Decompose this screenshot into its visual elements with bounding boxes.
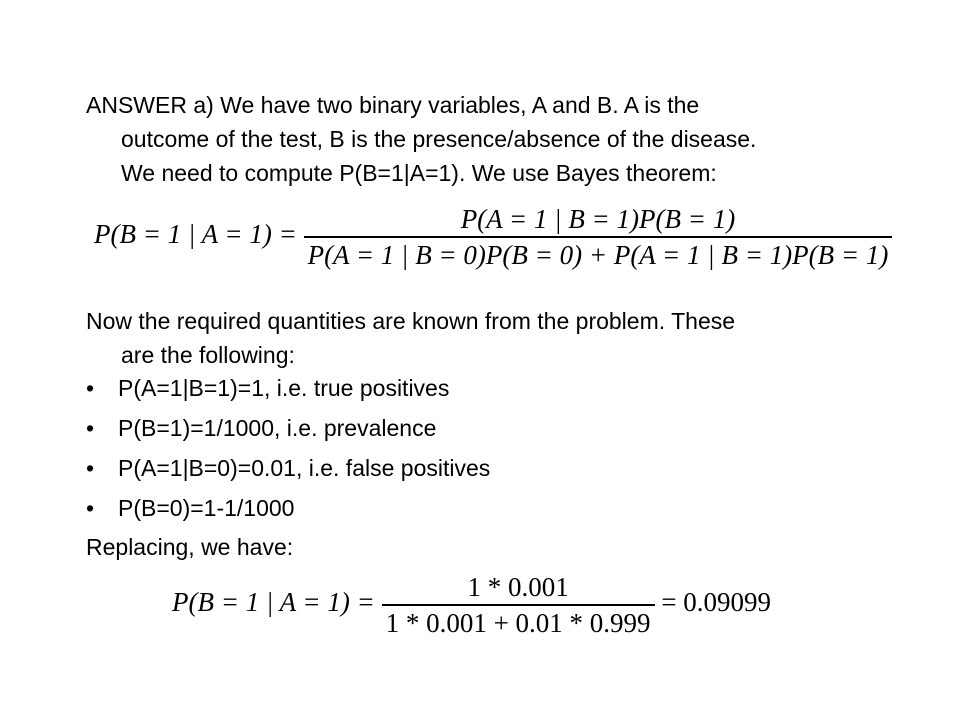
bayes-lhs: P(B = 1 | A = 1) = xyxy=(94,218,297,249)
result-fraction xyxy=(382,570,655,640)
quantities-paragraph xyxy=(86,304,735,372)
list-item-text: P(B=0)=1-1/1000 xyxy=(118,495,295,521)
result-equation xyxy=(172,570,771,640)
bayes-denominator: P(A = 1 | B = 0)P(B = 0) + P(A = 1 | B = 1)P(B = 1) xyxy=(307,239,889,270)
answer-line-3: We need to compute P(B=1|A=1). We use Bayes theorem: xyxy=(121,160,717,186)
list-item-text: P(A=1|B=1)=1, i.e. true positives xyxy=(118,375,450,401)
answer-line-2: outcome of the test, B is the presence/absence of the disease. xyxy=(121,126,757,152)
result-value: = 0.09099 xyxy=(661,586,772,617)
answer-line-1: ANSWER a) We have two binary variables, A and B. A is the xyxy=(86,92,700,118)
bayes-numerator: P(A = 1 | B = 1)P(B = 1) xyxy=(460,204,736,234)
bullet-icon: • xyxy=(86,415,95,441)
bayes-equation xyxy=(94,202,892,272)
result-numerator: 1 * 0.001 xyxy=(467,572,569,602)
quantities-line-1: Now the required quantities are known from the problem. These xyxy=(86,308,736,334)
list-item-text: P(B=1)=1/1000, i.e. prevalence xyxy=(118,415,437,441)
bullet-icon: • xyxy=(86,455,95,481)
bullet-icon: • xyxy=(86,375,95,401)
quantities-line-2: are the following: xyxy=(121,342,295,368)
replacing-text: Replacing, we have: xyxy=(86,534,294,560)
answer-paragraph xyxy=(86,88,756,190)
bayes-fraction xyxy=(304,202,893,272)
replacing-paragraph xyxy=(86,530,293,564)
result-denominator: 1 * 0.001 + 0.01 * 0.999 xyxy=(385,607,651,638)
bullet-icon: • xyxy=(86,495,95,521)
list-item-text: P(A=1|B=0)=0.01, i.e. false positives xyxy=(118,455,491,481)
result-lhs: P(B = 1 | A = 1) = xyxy=(172,586,375,617)
